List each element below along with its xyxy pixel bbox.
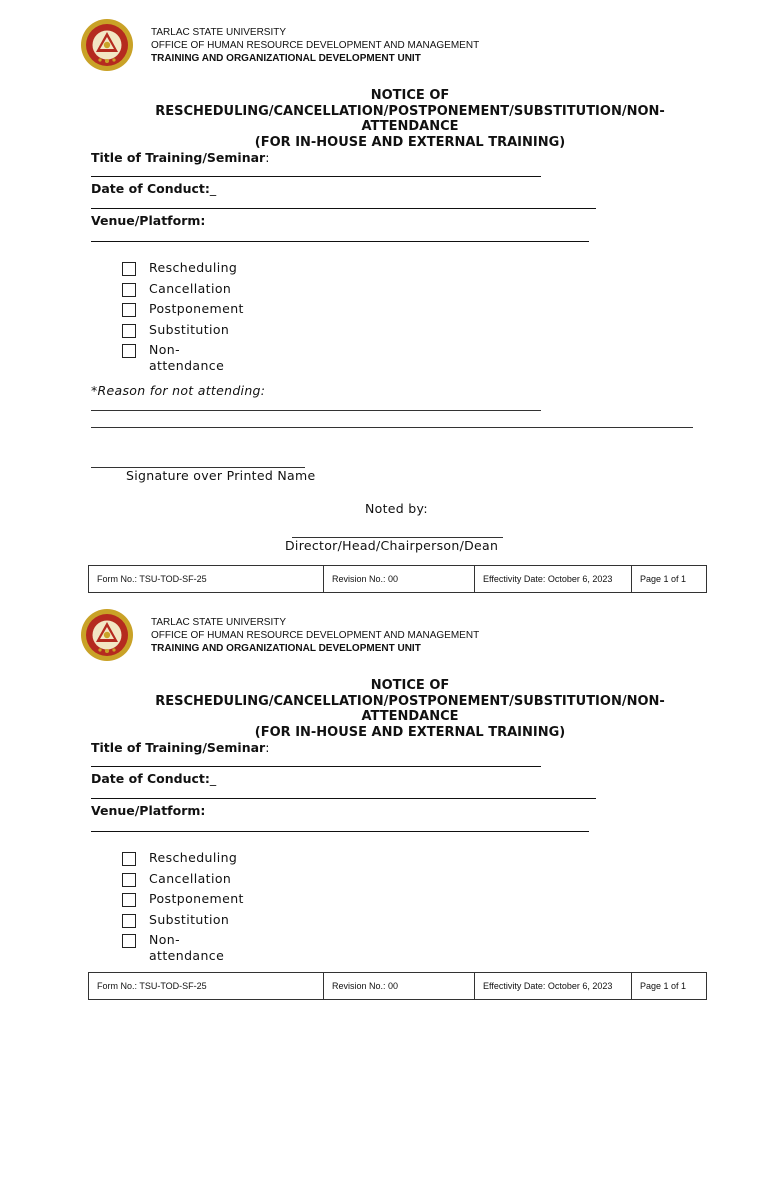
training-title-field bbox=[91, 740, 269, 755]
date-of-conduct-blank: _ bbox=[209, 181, 217, 196]
title-line-1: NOTICE OF bbox=[370, 678, 450, 693]
option-label: Cancellation bbox=[149, 280, 232, 296]
training-title-colon: : bbox=[265, 740, 270, 755]
option-label: Postponement bbox=[149, 301, 244, 316]
page-number: Page 1 of 1 bbox=[632, 973, 707, 1000]
form-footer bbox=[88, 972, 707, 1000]
training-title-label: Title of Training/Seminar bbox=[91, 150, 266, 165]
title-line-3: ATTENDANCE bbox=[361, 709, 459, 724]
checkbox[interactable] bbox=[122, 914, 136, 928]
option-label: Substitution bbox=[149, 911, 230, 927]
training-title-label: Title of Training/Seminar bbox=[91, 740, 266, 755]
training-title-field bbox=[91, 150, 269, 165]
title-line-4: (FOR IN-HOUSE AND EXTERNAL TRAINING) bbox=[254, 134, 566, 150]
reason-line-2[interactable] bbox=[91, 427, 693, 428]
training-title-line[interactable] bbox=[91, 176, 541, 177]
university-name: TARLAC STATE UNIVERSITY bbox=[151, 27, 287, 38]
page-number: Page 1 of 1 bbox=[632, 566, 707, 593]
checkbox[interactable] bbox=[122, 262, 136, 276]
date-of-conduct-field bbox=[91, 771, 216, 786]
venue-platform-line[interactable] bbox=[91, 241, 589, 242]
date-of-conduct-line[interactable] bbox=[91, 208, 596, 209]
date-of-conduct-label: Date of Conduct: bbox=[91, 771, 210, 786]
office-name: OFFICE OF HUMAN RESOURCE DEVELOPMENT AND MANAGEMENT bbox=[151, 630, 480, 641]
date-of-conduct-label: Date of Conduct: bbox=[91, 181, 210, 196]
university-seal-logo bbox=[80, 18, 134, 72]
signature-label: Signature over Printed Name bbox=[126, 468, 316, 483]
university-seal-logo bbox=[80, 608, 134, 662]
checkbox[interactable] bbox=[122, 893, 136, 907]
option-label: Cancellation bbox=[149, 870, 232, 886]
director-label: Director/Head/Chairperson/Dean bbox=[285, 538, 499, 553]
revision-number: Revision No.: 00 bbox=[324, 566, 475, 593]
option-label: Non-attendance bbox=[149, 342, 225, 373]
form-number: Form No.: TSU-TOD-SF-25 bbox=[89, 973, 324, 1000]
option-label: Rescheduling bbox=[149, 850, 238, 865]
checkbox[interactable] bbox=[122, 344, 136, 358]
option-label: Substitution bbox=[149, 321, 230, 337]
checkbox[interactable] bbox=[122, 934, 136, 948]
venue-platform-label: Venue/Platform: bbox=[91, 803, 206, 818]
university-name: TARLAC STATE UNIVERSITY bbox=[151, 617, 287, 628]
office-name: OFFICE OF HUMAN RESOURCE DEVELOPMENT AND MANAGEMENT bbox=[151, 40, 480, 51]
effectivity-date: Effectivity Date: October 6, 2023 bbox=[475, 566, 632, 593]
unit-name: TRAINING AND ORGANIZATIONAL DEVELOPMENT UNIT bbox=[151, 53, 421, 64]
venue-platform-line[interactable] bbox=[91, 831, 589, 832]
date-of-conduct-line[interactable] bbox=[91, 798, 596, 799]
unit-name: TRAINING AND ORGANIZATIONAL DEVELOPMENT UNIT bbox=[151, 643, 421, 654]
option-label: Non-attendance bbox=[149, 932, 225, 963]
form-number: Form No.: TSU-TOD-SF-25 bbox=[89, 566, 324, 593]
checkbox[interactable] bbox=[122, 873, 136, 887]
revision-number: Revision No.: 00 bbox=[324, 973, 475, 1000]
title-line-3: ATTENDANCE bbox=[361, 119, 459, 134]
date-of-conduct-blank: _ bbox=[209, 771, 217, 786]
reason-label: *Reason for not attending: bbox=[91, 383, 266, 398]
reason-line-1[interactable] bbox=[91, 410, 541, 411]
institution-header bbox=[151, 616, 479, 655]
noted-by-label: Noted by: bbox=[365, 501, 428, 516]
training-title-line[interactable] bbox=[91, 766, 541, 767]
option-label: Rescheduling bbox=[149, 260, 238, 275]
title-line-1: NOTICE OF bbox=[370, 88, 450, 103]
checkbox[interactable] bbox=[122, 852, 136, 866]
title-line-4: (FOR IN-HOUSE AND EXTERNAL TRAINING) bbox=[254, 724, 566, 740]
date-of-conduct-field bbox=[91, 181, 216, 196]
form-title bbox=[80, 678, 740, 740]
form-page-2 bbox=[0, 590, 770, 1180]
form-footer bbox=[88, 565, 707, 593]
venue-platform-field bbox=[91, 803, 205, 818]
institution-header bbox=[151, 26, 479, 65]
checkbox[interactable] bbox=[122, 324, 136, 338]
option-label: Postponement bbox=[149, 891, 244, 906]
venue-platform-label: Venue/Platform: bbox=[91, 213, 206, 228]
title-line-2: RESCHEDULING/CANCELLATION/POSTPONEMENT/SUBSTITUTION/NON- bbox=[155, 693, 665, 709]
training-title-colon: : bbox=[265, 150, 270, 165]
form-title bbox=[80, 88, 740, 150]
effectivity-date: Effectivity Date: October 6, 2023 bbox=[475, 973, 632, 1000]
venue-platform-field bbox=[91, 213, 205, 228]
checkbox[interactable] bbox=[122, 283, 136, 297]
title-line-2: RESCHEDULING/CANCELLATION/POSTPONEMENT/SUBSTITUTION/NON- bbox=[155, 103, 665, 119]
checkbox[interactable] bbox=[122, 303, 136, 317]
